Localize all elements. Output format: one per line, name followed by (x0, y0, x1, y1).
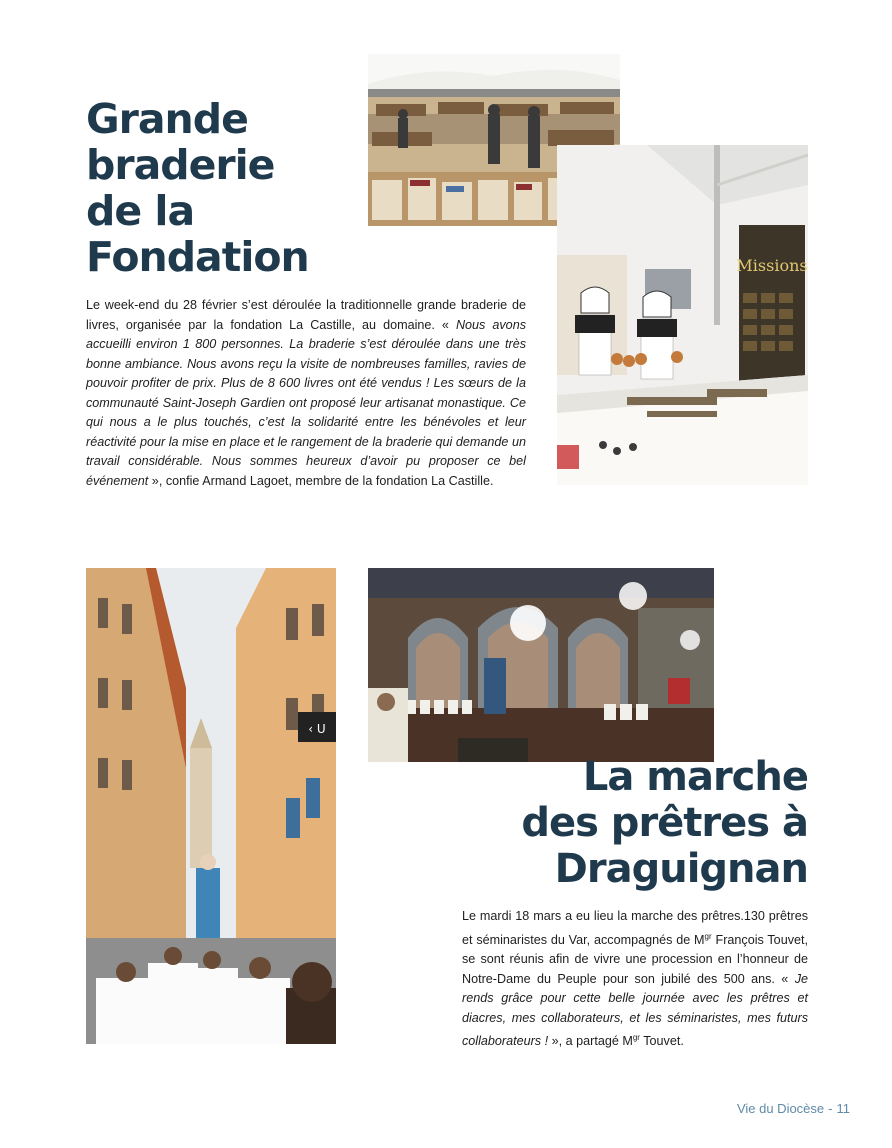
monseigneur-abbrev: gr (704, 931, 712, 941)
stand-banner-text: Missions (736, 256, 808, 275)
article1-outro: », confie Armand Lagoet, membre de la fondation La Castille. (148, 473, 494, 488)
article1-title-line: braderie (86, 141, 275, 189)
article1-title-line: Fondation (86, 233, 309, 281)
street-sign-text: ‹ U (308, 722, 326, 736)
article2-quote: Je rends grâce pour cette belle journée avec les prêtres et diacres, mes collaborateurs, et les séminaristes, mes futurs collaborateurs ! (462, 971, 808, 1049)
article2-middle: François Touvet, se sont réunis afin de vivre une procession en l’honneur de Notre-Dame du Peuple pour son jubilé des 500 ans. « (462, 932, 808, 986)
page-footer (737, 1101, 850, 1116)
article1-body (86, 296, 526, 491)
article1-title (86, 96, 309, 280)
article2-body (462, 907, 808, 1052)
article2-intro: Le mardi 18 mars a eu lieu la marche des prêtres.130 prêtres et séminaristes du Var, accompagnés de M (462, 909, 808, 947)
church-interior-photo (368, 568, 714, 762)
article1-quote: Nous avons accueilli environ 1 800 personnes. La braderie s’est déroulée dans une très bonne ambiance. Nous avons reçu la visite de nombreuses familles, ravies de pouvoir profiter de prix. Plus de 8 600 livres ont été vendus ! Les sœurs de la communauté Saint-Joseph Gardien ont proposé leur artisanat monastique. Ce qui nous a le plus touchés, c’est la solidarité entre les bénévoles et leur réactivité pour la mise en place et le rangement de la braderie qui demande un travail considérable. Nous sommes heureux d’avoir pu proposer ce bel événement (86, 317, 526, 488)
article1-title-line: Grande (86, 95, 248, 143)
monseigneur-abbrev: gr (632, 1033, 640, 1043)
footer-section: Vie du Diocèse (736, 1101, 825, 1116)
article2-end: Touvet. (639, 1034, 684, 1049)
article1-title-line: de la (86, 187, 195, 235)
article2-title-line: La marche (582, 754, 808, 800)
article1-intro: Le week-end du 28 février s’est déroulée la traditionnelle grande braderie de livres, organisée par la fondation La Castille, au domaine. « (86, 298, 526, 332)
article2-title-line: Draguignan (554, 846, 808, 892)
footer-separator: - (828, 1101, 833, 1116)
procession-street-photo (86, 568, 336, 1044)
article2-title-line: des prêtres à (521, 800, 808, 846)
article2-after-quote: », a partagé M (548, 1034, 633, 1049)
nuns-stand-photo (557, 145, 808, 485)
article2-title (521, 754, 808, 892)
page-number: 11 (836, 1101, 850, 1116)
